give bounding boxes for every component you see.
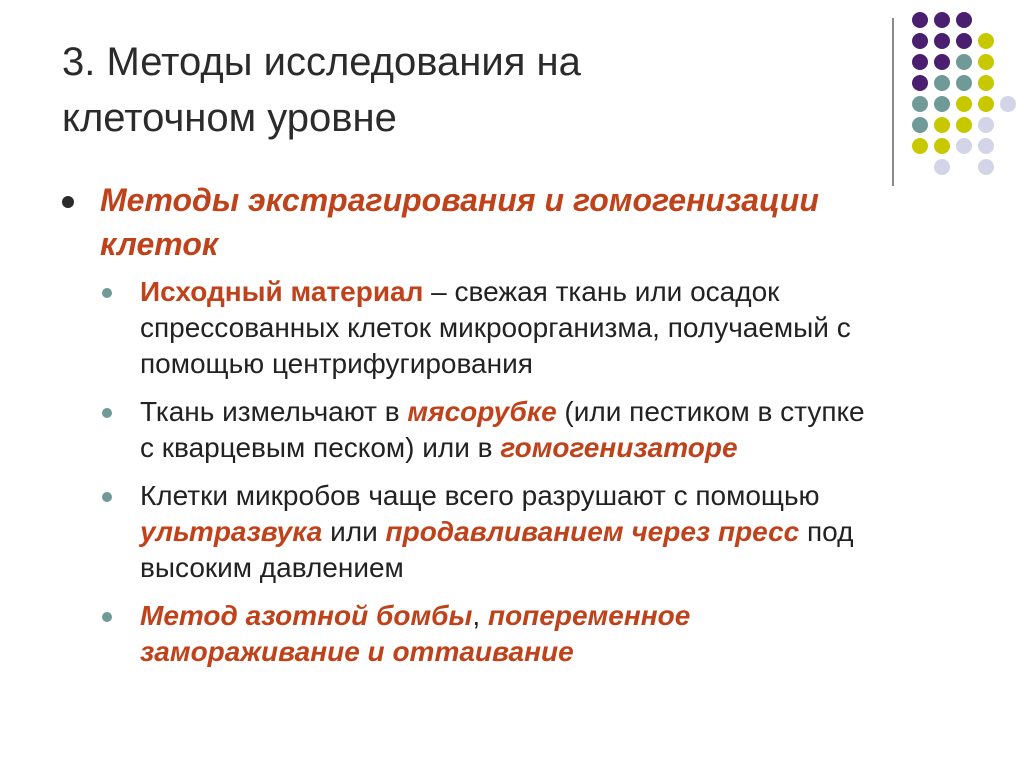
decor-dot — [956, 12, 972, 28]
emphasis-text: Метод азотной бомбы — [140, 600, 473, 631]
decor-dot — [978, 159, 994, 175]
bullet-text: – свежая ткань или осадок — [423, 276, 780, 307]
emphasis-text: ультразвука — [140, 516, 323, 547]
decor-dot — [934, 117, 950, 133]
title-line-2: клеточном уровне — [62, 96, 397, 140]
emphasis-text: мясорубке — [407, 396, 557, 427]
decor-dot — [978, 33, 994, 49]
decor-dot — [956, 117, 972, 133]
decor-dot — [934, 54, 950, 70]
decor-dot — [978, 117, 994, 133]
decor-dot — [978, 138, 994, 154]
bullet-text: под — [799, 516, 854, 547]
decor-dot — [978, 96, 994, 112]
bullet-dot — [102, 408, 112, 418]
decorative-dot-grid — [0, 0, 1024, 200]
bullet-item-2 — [140, 394, 960, 466]
bullet-item-4 — [140, 598, 960, 670]
emphasis-text: гомогенизаторе — [500, 432, 738, 463]
decor-dot — [912, 54, 928, 70]
decor-dot — [912, 96, 928, 112]
bullet-line — [140, 274, 960, 310]
decor-dot — [934, 12, 950, 28]
emphasis-text: продавливанием через пресс — [385, 516, 800, 547]
title-line-1: 3. Методы исследования на — [62, 40, 581, 84]
decor-dot — [912, 12, 928, 28]
bullet-text: или — [322, 516, 386, 547]
bullet-dot — [62, 196, 74, 208]
bullet-item-1 — [140, 274, 960, 382]
decor-dot — [912, 117, 928, 133]
emphasis-text: Исходный материал — [140, 276, 424, 307]
decor-dot — [934, 159, 950, 175]
decor-dot — [912, 138, 928, 154]
bullet-line: помощью центрифугирования — [140, 348, 533, 379]
bullet-text: Ткань измельчают в — [140, 396, 408, 427]
decor-dot — [934, 138, 950, 154]
decor-dot — [956, 54, 972, 70]
bullet-item-3 — [140, 478, 960, 586]
emphasis-text: попеременное — [487, 600, 691, 631]
decor-dot — [956, 138, 972, 154]
decor-dot — [978, 75, 994, 91]
bullet-line — [140, 394, 960, 430]
emphasis-text: замораживание и оттаивание — [140, 636, 574, 667]
heading-line-1: Методы экстрагирования и гомогенизации — [100, 182, 819, 218]
decor-dot — [956, 96, 972, 112]
bullet-dot — [102, 288, 112, 298]
decor-dot — [1000, 96, 1016, 112]
decor-dot — [978, 54, 994, 70]
decor-dot — [912, 75, 928, 91]
bullet-line: высоким давлением — [140, 552, 404, 583]
decor-dot — [934, 75, 950, 91]
section-heading — [100, 178, 950, 266]
decor-dot — [934, 96, 950, 112]
bullet-line — [140, 430, 960, 466]
bullet-line: Клетки микробов чаще всего разрушают с помощью — [140, 480, 820, 511]
bullet-text: (или пестиком в ступке — [556, 396, 865, 427]
bullet-dot — [102, 612, 112, 622]
bullet-text: , — [472, 600, 488, 631]
bullet-line — [140, 514, 960, 550]
bullet-text: с кварцевым песком) или в — [140, 432, 501, 463]
decor-dot — [934, 33, 950, 49]
decor-dot — [912, 33, 928, 49]
bullet-line: спрессованных клеток микроорганизма, получаемый с — [140, 312, 851, 343]
bullet-line — [140, 598, 960, 634]
decor-dot — [956, 33, 972, 49]
heading-line-2: клеток — [100, 226, 219, 262]
bullet-line — [140, 634, 960, 670]
decor-dot — [956, 75, 972, 91]
bullet-dot — [102, 492, 112, 502]
